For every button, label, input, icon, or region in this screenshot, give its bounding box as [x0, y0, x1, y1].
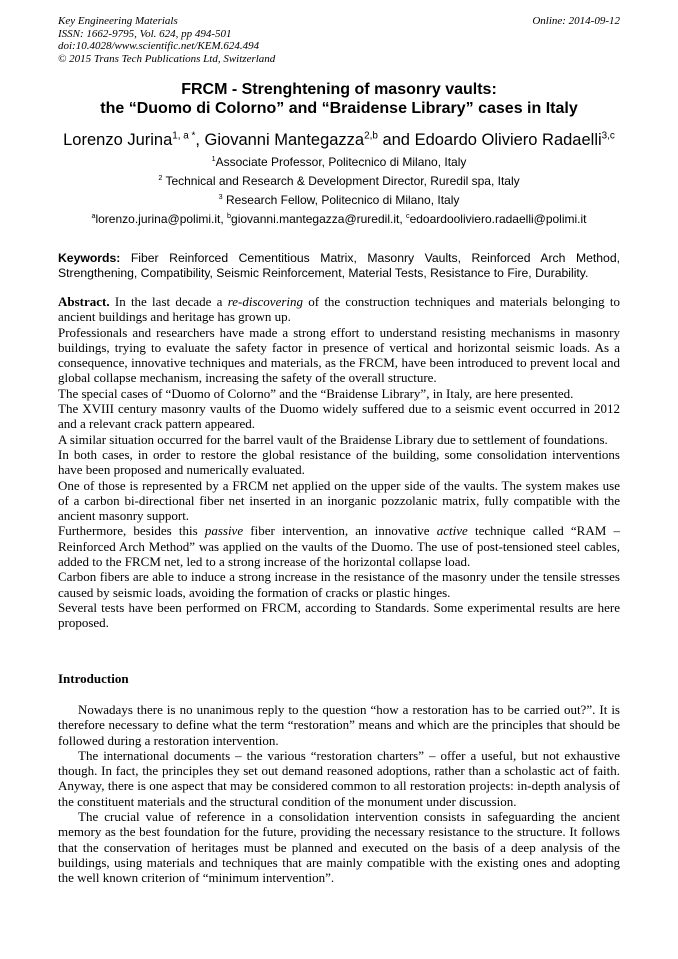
intro-paragraph: The international documents – the various “restoration charters” – offer a useful, but not exhaustive though. In fact, the principles they set out demand reasoned adoptions, rather than a scholastic act of faith. Anyway, there is one aspect that may be considered common to all restoration projects: in-depth analysis of the constituent materials and the structural condition of the monument under discussion.: [58, 747, 620, 809]
title-line-2: the “Duomo di Colorno” and “Braidense Library” cases in Italy: [100, 100, 578, 117]
keywords: [58, 251, 620, 280]
aff-text: Technical and Research & Development Director, Ruredil spa, Italy: [162, 174, 520, 188]
emphasis: re-discovering: [227, 294, 304, 309]
affiliation: [20, 174, 658, 189]
online-date: Online: 2014-09-12: [532, 15, 620, 27]
copyright: © 2015 Trans Tech Publications Ltd, Switzerland: [58, 52, 276, 65]
text: of the construction techniques and materials belonging to ancient buildings and heritage has grown up.: [58, 294, 620, 325]
abstract-paragraph: Several tests have been performed on FRCM, according to Standards. Some experimental results are here proposed.: [58, 599, 620, 631]
keywords-text: Fiber Reinforced Cementitious Matrix, Masonry Vaults, Reinforced Arch Method, Strengthening, Compatibility, Seismic Reinforcement, Material Tests, Resistance to Fire, Durability.: [58, 251, 620, 280]
keywords-label: Keywords:: [58, 251, 121, 265]
aff-sup: 2: [158, 173, 163, 182]
affiliation: [20, 193, 658, 208]
aff-sup: 3: [218, 192, 223, 201]
section-heading: Introduction: [58, 671, 129, 686]
email-sup: b: [227, 211, 232, 220]
title-line-1: FRCM - Strenghtening of masonry vaults:: [181, 81, 497, 98]
intro-paragraph: Nowadays there is no unanimous reply to the question “how a restoration has to be carried out?”. It is therefore necessary to define what the term “restoration” means and which are the principles that should be followed during a restoration intervention.: [58, 702, 620, 748]
author-name: Giovanni Mantegazza: [204, 131, 365, 149]
text: fiber intervention, an innovative: [243, 523, 437, 539]
affiliation: [20, 155, 658, 170]
abstract-paragraph: One of those is represented by a FRCM net applied on the upper side of the vaults. The system makes use of a carbon bi-directional fiber net inserted in an inorganic pozzolanic matrix, fully compatible with the ancient masonry support.: [58, 477, 620, 524]
abstract-paragraph: In both cases, in order to restore the global resistance of the building, some consolidation interventions have been proposed and numerically evaluated.: [58, 446, 620, 478]
journal-name: Key Engineering Materials: [58, 15, 178, 27]
abstract-paragraph: Professionals and researchers have made a strong effort to understand resisting mechanisms in masonry buildings, trying to evaluate the safety factor in presence of vertical and horizontal seismic loads. As a consequence, innovative techniques and materials, as the FRCM, have been introduced to prevent local and global collapse mechanism, increasing the safety of the overall structure.: [58, 324, 620, 386]
author-sup: 3,c: [601, 130, 615, 142]
intro-paragraph: The crucial value of reference in a consolidation intervention consists in safeguarding the ancient memory as the best foundation for the future, providing the necessary resistance to the structure. It follows that the conservation of heritages must be planned and executed on the basis of a deep analysis of the buildings, using materials and techniques that are mainly compatible with the existing ones and adopting the well known criterion of “minimum intervention”.: [58, 809, 620, 886]
aff-text: Associate Professor, Politecnico di Milano, Italy: [215, 155, 467, 169]
abstract: [58, 294, 620, 631]
author-sep: and: [377, 131, 415, 149]
email: lorenzo.jurina@polimi.it,: [95, 212, 228, 226]
paper-title: [40, 80, 638, 118]
author-list: [20, 130, 658, 150]
abstract-paragraph: The special cases of “Duomo of Colorno” and the “Braidense Library”, in Italy, are here presented.: [58, 385, 574, 401]
introduction-body: [58, 702, 620, 886]
doi: doi:10.4028/www.scientific.net/KEM.624.494: [58, 40, 260, 53]
author-sup: 2,b: [364, 130, 378, 142]
emails: [20, 212, 658, 227]
issn: ISSN: 1662-9795, Vol. 624, pp 494-501: [58, 27, 232, 40]
abstract-label: Abstract.: [58, 294, 110, 309]
author-name: Lorenzo Jurina: [63, 131, 173, 149]
emphasis: active: [436, 523, 468, 539]
email: giovanni.mantegazza@ruredil.it,: [231, 212, 406, 226]
email-sup: a: [91, 211, 96, 220]
text: Furthermore, besides this: [58, 523, 205, 539]
text: technique called “RAM – Reinforced Arch Method” was applied on the vaults of the Duomo. The use of post-tensioned steel cables, added to the FRCM net, led to a strong increase of the horizontal collapse load.: [58, 523, 620, 570]
email-sup: c: [405, 211, 410, 220]
abstract-paragraph: [58, 523, 620, 569]
journal-header: [58, 15, 620, 65]
abstract-paragraph: [58, 294, 620, 325]
author-sep: ,: [195, 131, 205, 149]
abstract-paragraph: Carbon fibers are able to induce a strong increase in the resistance of the masonry under the tensile stresses caused by seismic loads, avoiding the formation of cracks or plastic hinges.: [58, 569, 620, 600]
abstract-paragraph: The XVIII century masonry vaults of the Duomo widely suffered due to a seismic event occurred in 2012 and a relevant crack pattern appeared.: [58, 401, 620, 432]
abstract-paragraph: A similar situation occurred for the barrel vault of the Braidense Library due to settlement of foundations.: [58, 431, 608, 447]
emphasis: passive: [204, 523, 244, 539]
aff-text: Research Fellow, Politecnico di Milano, Italy: [222, 193, 460, 207]
aff-sup: 1: [211, 154, 216, 163]
email: edoardooliviero.radaelli@polimi.it: [409, 212, 587, 226]
author-name: Edoardo Oliviero Radaelli: [414, 131, 602, 149]
author-sup: 1, a *: [172, 130, 196, 142]
text: In the last decade a: [109, 294, 228, 309]
